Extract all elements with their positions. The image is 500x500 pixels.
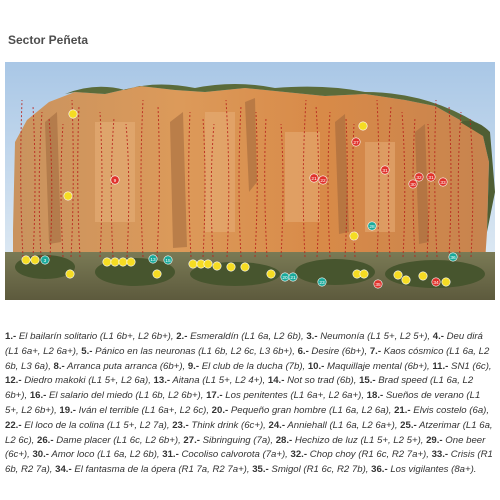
route-number: 24.-	[268, 419, 286, 431]
route-number: 27.-	[183, 434, 200, 446]
route-marker-label: 9	[113, 178, 117, 184]
route-marker-label: 23	[319, 280, 325, 286]
route-name: El club de la ducha (7b),	[199, 360, 308, 372]
route-marker-yellow	[360, 270, 368, 278]
route-item	[162, 449, 290, 460]
route-item	[55, 464, 252, 475]
route-marker-label: 21	[311, 176, 317, 182]
route-number: 23.-	[172, 419, 189, 431]
route-number: 14.-	[267, 375, 285, 387]
route-marker-yellow	[241, 263, 249, 271]
route-item	[268, 375, 359, 386]
route-number: 5.-	[81, 345, 93, 357]
route-number: 1.-	[5, 331, 17, 342]
route-item	[252, 464, 371, 475]
route-item	[5, 331, 176, 342]
route-marker-label: 35	[375, 282, 381, 288]
route-item	[276, 435, 426, 446]
route-marker-label: 15	[165, 258, 171, 264]
route-number: 17.-	[206, 390, 223, 402]
route-number: 18.-	[366, 390, 384, 402]
route-item	[5, 375, 154, 386]
route-marker-label: 33	[440, 180, 446, 186]
route-marker-label: 3	[43, 258, 47, 264]
route-name: One beer (6c+),	[5, 434, 486, 461]
route-item	[212, 405, 394, 416]
route-marker-yellow	[204, 260, 212, 268]
route-name: Brad speed (L1 6a, L2 6b+),	[5, 375, 474, 402]
route-name: Crisis (R1 6b, R2 7a),	[5, 449, 493, 476]
route-marker-label: 32	[416, 175, 422, 181]
route-number: 16.-	[29, 390, 47, 402]
route-name: Not so trad (6b),	[284, 375, 360, 387]
route-item	[54, 361, 188, 372]
route-name: El loco de la colina (L1 5+, L2 7a),	[21, 419, 173, 431]
route-marker-yellow	[103, 258, 111, 266]
route-marker-yellow	[267, 270, 275, 278]
route-item	[59, 405, 211, 416]
route-number: 36.-	[371, 464, 388, 476]
route-item	[81, 346, 297, 357]
route-number: 13.-	[153, 375, 171, 387]
route-number: 28.-	[275, 434, 293, 446]
route-name: Chop choy (R1 6c, R2 7a+),	[307, 449, 432, 461]
route-marker-yellow	[227, 263, 235, 271]
route-marker-yellow	[64, 192, 72, 200]
route-number: 4.-	[432, 331, 444, 342]
route-item	[176, 331, 306, 342]
route-number: 34.-	[55, 464, 72, 476]
route-number: 30.-	[32, 449, 50, 461]
route-number: 3.-	[306, 331, 318, 342]
route-number: 31.-	[162, 449, 179, 461]
route-number: 33.-	[431, 449, 449, 461]
route-name: Arranca puta arranca (6b+),	[64, 360, 188, 372]
route-number: 20.-	[211, 404, 229, 416]
route-item	[268, 420, 400, 431]
route-number: 12.-	[5, 375, 22, 387]
route-number: 29.-	[426, 434, 443, 446]
route-marker-yellow	[402, 276, 410, 284]
route-name: Smigol (R1 6c, R2 7b),	[268, 464, 372, 476]
route-item	[308, 361, 433, 372]
route-name: Hechizo de luz (L1 5+, L2 5+),	[292, 434, 427, 446]
route-name: Desire (6b+),	[308, 345, 370, 357]
route-name: Kaos cósmico (L1 6a, L2 6b, L3 6a),	[5, 345, 490, 372]
route-name: Think drink (6c+),	[188, 419, 269, 431]
route-marker-yellow	[69, 110, 77, 118]
route-name: El bailarín solitario (L1 6b+, L2 6b+),	[16, 331, 177, 342]
route-item	[183, 435, 275, 446]
route-item	[172, 420, 268, 431]
route-number: 11.-	[432, 360, 449, 372]
route-marker-label: 36	[450, 255, 456, 261]
route-marker-yellow	[350, 232, 358, 240]
route-marker-yellow	[127, 258, 135, 266]
route-name: Anniehall (L1 6a, L2 6a+),	[285, 419, 401, 431]
route-marker-label: 31	[382, 168, 388, 174]
route-name: El salario del miedo (L1 6b, L2 6b+),	[46, 390, 207, 402]
route-marker-label: 22	[320, 178, 326, 184]
route-item	[206, 390, 367, 401]
route-number: 32.-	[290, 449, 308, 461]
route-marker-label: 21	[290, 275, 296, 281]
route-name: Dame placer (L1 6c, L2 6b+),	[53, 434, 184, 446]
route-name: Neumonía (L1 5+, L2 5+),	[317, 331, 433, 342]
route-name: Los penitentes (L1 6a+, L2 6a+),	[222, 390, 367, 402]
route-marker-yellow	[442, 278, 450, 286]
route-item	[306, 331, 432, 342]
route-item	[30, 390, 206, 401]
route-marker-label: 31	[428, 175, 434, 181]
route-item	[394, 405, 489, 416]
route-name: Cocoliso calvorota (7a+),	[178, 449, 291, 461]
route-name: Sibringuing (7a),	[199, 434, 276, 446]
route-number: 8.-	[53, 360, 65, 372]
route-marker-yellow	[419, 272, 427, 280]
route-marker-label: 20	[282, 275, 288, 281]
route-marker-yellow	[189, 260, 197, 268]
route-marker-yellow	[359, 122, 367, 130]
route-number: 35.-	[252, 464, 269, 476]
route-name: SN1 (6c),	[448, 360, 492, 372]
route-item	[291, 449, 432, 460]
route-name: Amor loco (L1 6a, L2 6b),	[49, 449, 163, 461]
topo-photo	[5, 62, 495, 300]
route-name: Esmeraldín (L1 6a, L2 6b),	[187, 331, 307, 342]
route-name: Atzerimar (L1 6a, L2 6c),	[5, 419, 493, 446]
route-name: Pequeño gran hombre (L1 6a, L2 6a),	[228, 404, 395, 416]
route-marker-yellow	[111, 258, 119, 266]
route-name: Diedro makoki (L1 5+, L2 6a),	[21, 375, 154, 387]
route-name: Maquillaje mental (6b+),	[324, 360, 433, 372]
route-name: Deu dirá (L1 6a+, L2 6a+),	[5, 331, 483, 357]
route-marker-yellow	[119, 258, 127, 266]
route-number: 7.-	[369, 345, 382, 357]
route-number: 21.-	[394, 404, 411, 416]
route-number: 10.-	[307, 360, 325, 372]
route-number: 2.-	[176, 331, 188, 342]
route-marker-label: 30	[410, 182, 416, 188]
route-item	[371, 464, 476, 475]
route-item	[154, 375, 268, 386]
route-marker-yellow	[31, 256, 39, 264]
route-number: 26.-	[37, 434, 54, 446]
route-item	[32, 449, 162, 460]
route-marker-yellow	[66, 270, 74, 278]
route-marker-yellow	[394, 271, 402, 279]
route-number: 9.-	[187, 360, 200, 372]
route-name: Iván el terrible (L1 6a+, L2 6c),	[75, 404, 212, 416]
route-marker-yellow	[22, 256, 30, 264]
route-number: 25.-	[400, 419, 417, 431]
route-name: Los vigilantes (8a+).	[387, 464, 477, 476]
route-marker-label: 27	[353, 140, 359, 146]
route-marker-yellow	[153, 270, 161, 278]
route-name: Aitana (L1 5+, L2 4+),	[170, 375, 268, 387]
route-name: El fantasma de la ópera (R1 7a, R2 7a+),	[71, 464, 253, 476]
route-item	[298, 346, 370, 357]
route-number: 15.-	[359, 375, 376, 387]
route-item	[37, 435, 183, 446]
route-name: Elvis costelo (6a),	[410, 404, 490, 416]
sector-title: Sector Peñeta	[8, 33, 89, 47]
route-number: 22.-	[5, 419, 22, 431]
route-item	[5, 420, 172, 431]
route-item	[432, 361, 491, 372]
route-marker-label: 34	[433, 280, 439, 286]
route-marker-label: 28	[369, 224, 375, 230]
route-number: 6.-	[297, 345, 309, 357]
route-name: Pánico en las neuronas (L1 6b, L2 6c, L3 6b+),	[92, 345, 298, 357]
route-marker-yellow	[213, 262, 221, 270]
route-list	[5, 330, 495, 478]
route-item	[188, 361, 308, 372]
route-marker-label: 13	[150, 257, 156, 263]
route-name: Sueños de verano (L1 5+, L2 6b+),	[5, 390, 481, 416]
route-number: 19.-	[59, 404, 76, 416]
